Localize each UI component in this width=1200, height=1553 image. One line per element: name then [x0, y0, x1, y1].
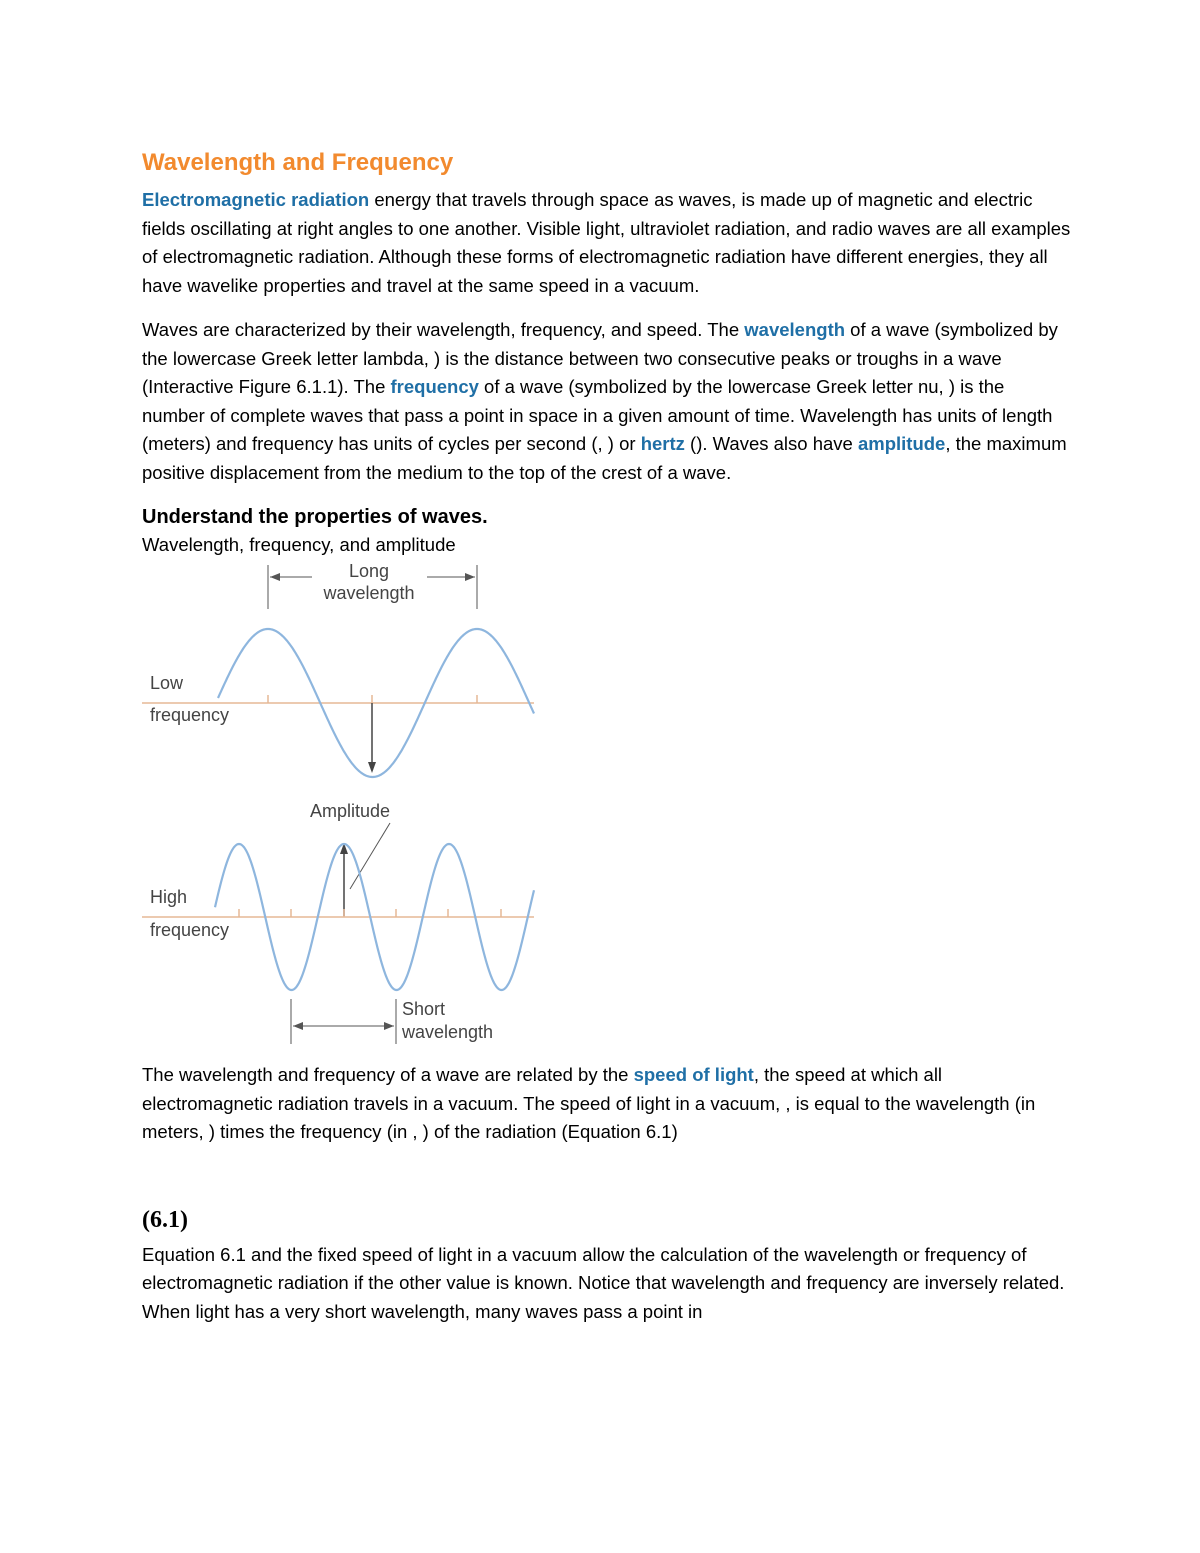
term-electromagnetic-radiation[interactable]: Electromagnetic radiation	[142, 189, 370, 210]
section-title: Wavelength and Frequency	[142, 149, 454, 176]
short-wavelength-arrowhead-left	[293, 1022, 303, 1030]
long-wavelength-label-line2: wavelength	[323, 583, 415, 603]
paragraph-text: (). Waves also have	[684, 433, 858, 454]
paragraph-text: The wavelength and frequency of a wave are related by the	[142, 1064, 634, 1085]
subheading: Understand the properties of waves.	[142, 506, 488, 528]
paragraph-text: Waves are characterized by their wavelength, frequency, and speed. The	[142, 319, 745, 340]
wave-figure	[142, 559, 542, 1057]
paragraph-text: of a wave (symbolized by the lowercase Greek letter lambda, ) is the distance between two consecutive peaks or troughs in a wave (Interactive Figure 6.1.1). The	[142, 319, 1058, 397]
paragraph-wave-properties	[142, 316, 1072, 487]
short-wavelength-label-line1: Short	[402, 999, 446, 1019]
term-wavelength[interactable]: wavelength	[744, 319, 846, 340]
paragraph-equation-explanation: Equation 6.1 and the fixed speed of light in a vacuum allow the calculation of the wavelength or frequency of electromagnetic radiation if the other value is known. Notice that wavelength and frequency are inversely related. When light has a very short wavelength, many waves pass a point in	[142, 1243, 1065, 1322]
long-wavelength-arrowhead-left	[270, 573, 280, 581]
figure-caption: Wavelength, frequency, and amplitude	[142, 534, 456, 555]
long-wavelength-label-line1: Long	[348, 561, 390, 581]
short-wavelength-arrowhead-right	[384, 1022, 394, 1030]
paragraph-speed-of-light	[142, 1061, 1072, 1147]
term-frequency[interactable]: frequency	[390, 376, 479, 397]
term-amplitude[interactable]: amplitude	[857, 433, 946, 454]
high-frequency-label-line1: High	[150, 887, 188, 907]
amplitude-label: Amplitude	[309, 801, 391, 821]
paragraph-text: , the speed at which all electromagnetic radiation travels in a vacuum. The speed of light in a vacuum, , is equal to the wavelength (in meters, ) times the frequency (in , ) of the radiation (Equation 6.1)	[142, 1064, 1036, 1142]
low-frequency-label-line1: Low	[150, 673, 184, 693]
low-frequency-label-line2: frequency	[150, 705, 230, 725]
equation-label: (6.1)	[142, 1206, 188, 1233]
paragraph-text: , the maximum positive displacement from the medium to the top of the crest of a wave.	[142, 433, 1067, 483]
document-page	[142, 148, 1072, 1326]
long-wavelength-arrowhead-right	[465, 573, 475, 581]
term-hertz[interactable]: hertz	[640, 433, 685, 454]
amplitude-leader-line	[350, 823, 390, 889]
short-wavelength-label-line2: wavelength	[402, 1022, 494, 1042]
amplitude-arrowhead-low	[368, 762, 376, 773]
term-speed-of-light[interactable]: speed of light	[633, 1064, 754, 1085]
paragraph-electromagnetic-radiation	[142, 186, 1072, 300]
paragraph-text: energy that travels through space as waves, is made up of magnetic and electric fields oscillating at right angles to one another. Visible light, ultraviolet radiation, and radio waves are all examples of electromagnetic radiation. Although these forms of electromagnetic radiation have different energies, they all have wavelike properties and travel at the same speed in a vacuum.	[142, 189, 1071, 296]
high-frequency-label-line2: frequency	[150, 920, 230, 940]
paragraph-text: of a wave (symbolized by the lowercase Greek letter nu, ) is the number of complete waves that pass a point in space in a given amount of time. Wavelength has units of length (meters) and frequency has units of cycles per second (, ) or	[142, 376, 1053, 454]
